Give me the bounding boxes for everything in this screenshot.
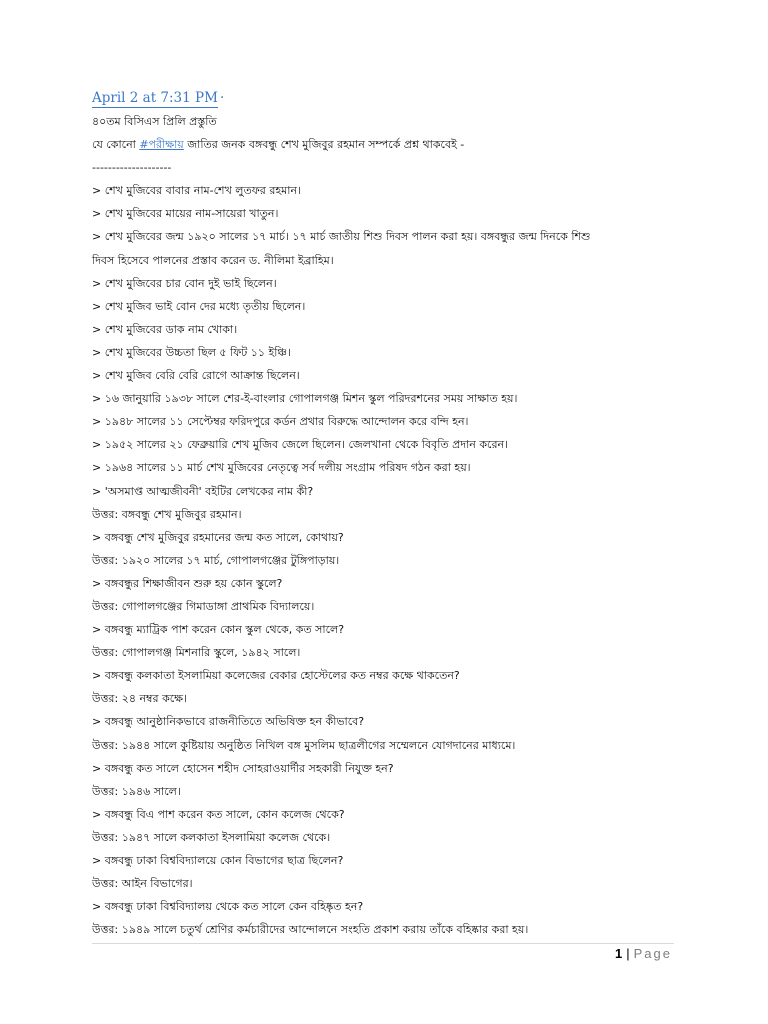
list-item: উত্তর: ২৪ নম্বর কক্ষে।	[92, 692, 188, 706]
divider-line: --------------------	[92, 161, 172, 175]
list-item: উত্তর: আইন বিভাগের।	[92, 877, 193, 891]
list-item: > শেখ মুজিবের ডাক নাম খোকা।	[92, 322, 238, 336]
list-item: > বঙ্গবন্ধু কত সালে হোসেন শহীদ সোহরাওয়ার্দীর সহকারী নিযুক্ত হন?	[92, 761, 394, 775]
list-item: > শেখ মুজিবের মায়ের নাম-সায়েরা খাতুন।	[92, 207, 279, 221]
list-item: > বঙ্গবন্ধু শেখ মুজিবুর রহমানের জন্ম কত সালে, কোথায়?	[92, 530, 344, 544]
list-item: উত্তর: ১৯৪৭ সালে কলকাতা ইসলামিয়া কলেজ থেকে।	[92, 830, 331, 844]
hashtag-link[interactable]: #পরীক্ষায়	[139, 138, 184, 152]
list-item: > ১৬ জানুয়ারি ১৯৩৮ সালে শের-ই-বাংলার গোপালগঞ্জ মিশন স্কুল পরিদরশনের সময় সাক্ষাত হয়।	[92, 392, 518, 406]
intro-text-before: যে কোনো	[92, 138, 140, 152]
post-intro	[92, 133, 692, 156]
list-item: > শেখ মুজিবের বাবার নাম-শেখ লুতফর রহমান।	[92, 184, 301, 198]
intro-text-after: জাতির জনক বঙ্গবন্ধু শেখ মুজিবুর রহমান সম্পর্কে প্রশ্ন থাকবেই -	[183, 138, 465, 152]
page-label: Page	[633, 946, 672, 961]
post-body	[92, 110, 692, 941]
post-header	[92, 88, 224, 108]
list-item: > শেখ মুজিব বেরি বেরি রোগে আক্রান্ত ছিলেন।	[92, 369, 300, 383]
list-item: > শেখ মুজিব ভাই বোন দের মধ্যে তৃতীয় ছিলেন।	[92, 299, 306, 313]
list-item: > বঙ্গবন্ধুর শিক্ষাজীবন শুরু হয় কোন স্কুলে?	[92, 576, 283, 590]
list-item: > শেখ মুজিবের জন্ম ১৯২০ সালের ১৭ মার্চ। ১৭ মার্চ জাতীয় শিশু দিবস পালন করা হয়। বঙ্গবন্ধুর জন্ম দিনকে শিশু	[92, 230, 591, 244]
list-item: উত্তর: বঙ্গবন্ধু শেখ মুজিবুর রহমান।	[92, 507, 242, 521]
list-item: > শেখ মুজিবের চার বোন দুই ভাই ছিলেন।	[92, 276, 277, 290]
list-item: উত্তর: ১৯৪৯ সালে চতুর্থ শ্রেণির কর্মচারীদের আন্দোলনে সংহতি প্রকাশ করায় তাঁকে বহিষ্কার করা হয়।	[92, 923, 529, 937]
footer-rule	[92, 943, 674, 944]
list-item: উত্তর: ১৯৪৬ সালে।	[92, 784, 181, 798]
list-item: > বঙ্গবন্ধু বিএ পাশ করেন কত সালে, কোন কলেজ থেকে?	[92, 807, 345, 821]
list-item: > বঙ্গবন্ধু ম্যাট্রিক পাশ করেন কোন স্কুল থেকে, কত সালে?	[92, 623, 345, 637]
list-item: উত্তর: গোপালগঞ্জ মিশনারি স্কুলে, ১৯৪২ সালে।	[92, 646, 301, 660]
list-item: > ১৯৪৮ সালের ১১ সেপ্টেম্বর ফরিদপুরে কর্ডন প্রথার বিরুদ্ধে আন্দোলন করে বন্দি হন।	[92, 415, 469, 429]
list-item: > 'অসমাপ্ত আত্মজীবনী' বইটির লেখকের নাম কী?	[92, 484, 314, 498]
list-item: উত্তর: ১৯৪৪ সালে কুষ্টিয়ায় অনুষ্ঠিত নিখিল বঙ্গ মুসলিম ছাত্রলীগের সম্মেলনে যোগদানের মাধ্যমে।	[92, 738, 516, 752]
list-item: > বঙ্গবন্ধু আনুষ্ঠানিকভাবে রাজনীতিতে অভিষিক্ত হন কীভাবে?	[92, 715, 365, 729]
date-separator: ·	[219, 90, 225, 106]
list-item: উত্তর: ১৯২০ সালের ১৭ মার্চ, গোপালগঞ্জের টুঙ্গিপাড়ায়।	[92, 553, 340, 567]
fact-list	[92, 179, 692, 941]
post-date-link[interactable]: April 2 at 7:31 PM	[92, 90, 218, 106]
list-item: > বঙ্গবন্ধু কলকাতা ইসলামিয়া কলেজের বেকার হোস্টেলের কত নম্বর কক্ষে থাকতেন?	[92, 669, 460, 683]
list-item: উত্তর: গোপালগঞ্জের গিমাডাঙ্গা প্রাথমিক বিদ্যালয়ে।	[92, 599, 315, 613]
post-title: ৪০তম বিসিএস প্রিলি প্রস্তুতি	[92, 115, 217, 128]
page-number: 1	[615, 946, 623, 961]
list-item: > ১৯৬৪ সালের ১১ মার্চ শেখ মুজিবের নেতৃত্বে সর্ব দলীয় সংগ্রাম পরিষদ গঠন করা হয়।	[92, 461, 471, 475]
page-footer	[615, 946, 672, 961]
list-item: > বঙ্গবন্ধু ঢাকা বিশ্ববিদ্যালয় থেকে কত সালে কেন বহিষ্কৃত হন?	[92, 900, 364, 914]
list-item: > ১৯৫২ সালের ২১ ফেব্রুয়ারি শেখ মুজিব জেলে ছিলেন। জেলখানা থেকে বিবৃতি প্রদান করেন।	[92, 438, 509, 452]
footer-separator: |	[626, 946, 630, 961]
list-item: দিবস হিসেবে পালনের প্রস্তাব করেন ড. নীলিমা ইব্রাহিম।	[92, 253, 334, 267]
list-item: > বঙ্গবন্ধু ঢাকা বিশ্ববিদ্যালয়ে কোন বিভাগের ছাত্র ছিলেন?	[92, 854, 344, 867]
list-item: > শেখ মুজিবের উচ্চতা ছিল ৫ ফিট ১১ ইঞ্চি।	[92, 345, 291, 359]
